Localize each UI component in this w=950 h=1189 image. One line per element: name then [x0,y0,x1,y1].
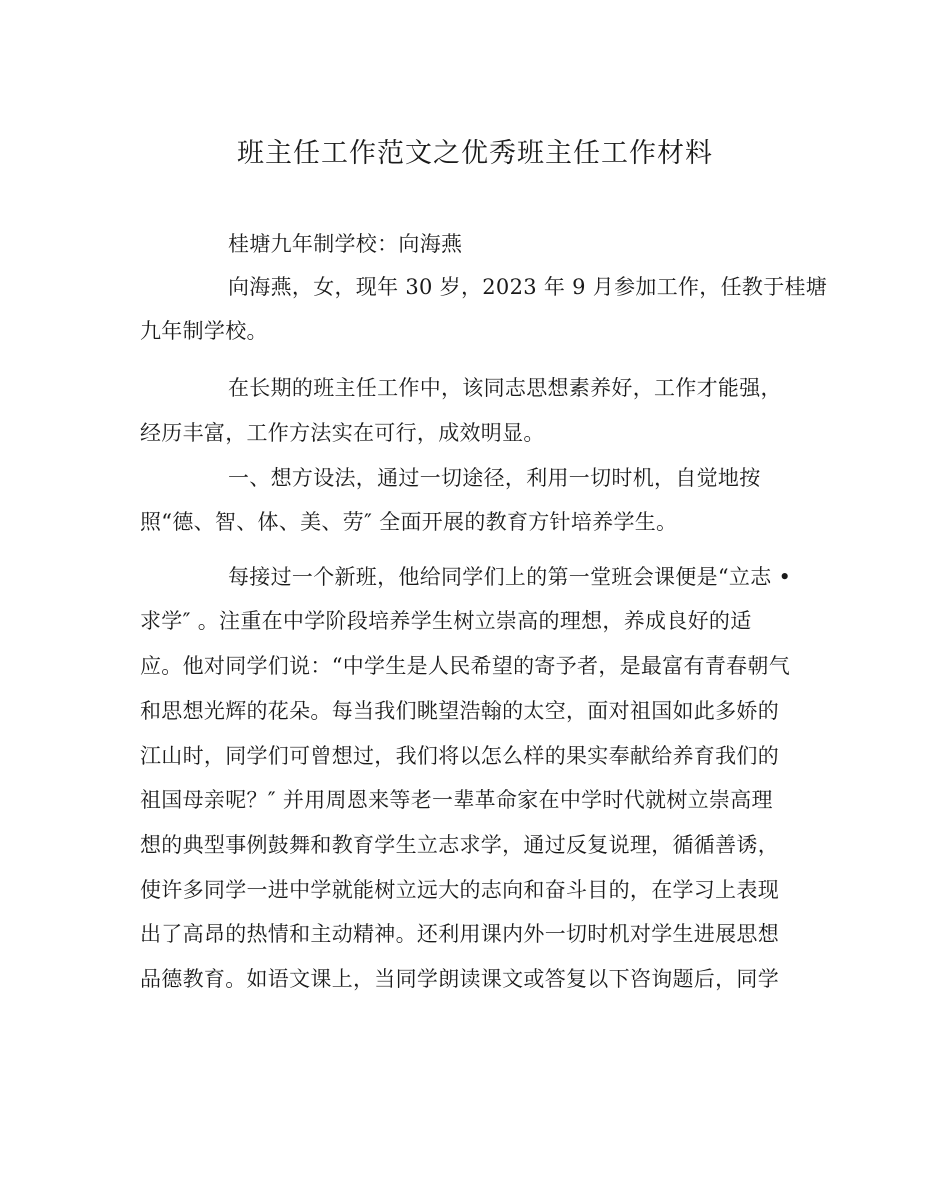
paragraph-line: 应。他对同学们说：“中学生是人民希望的寄予者，是最富有青春朝气 [140,654,791,678]
paragraph-line: 祖国母亲呢？″ 并用周恩来等老一辈革命家在中学时代就树立崇高理 [140,788,773,812]
author-line: 桂塘九年制学校：向海燕 [228,232,463,256]
paragraph-line: 每接过一个新班，他给同学们上的第一堂班会课便是“立志 • [228,565,792,589]
paragraph-line: 江山时，同学们可曾想过，我们将以怎么样的果实奉献给养育我们的 [140,744,779,768]
paragraph-line: 经历丰富，工作方法实在可行，成效明显。 [140,421,545,445]
section-heading-line: 照“德、智、体、美、劳″ 全面开展的教育方针培养学生。 [140,510,678,534]
paragraph-line: 和思想光辉的花朵。每当我们眺望浩翰的太空，面对祖国如此多娇的 [140,699,779,723]
paragraph-line: 九年制学校。 [140,319,268,343]
document-title: 班主任工作范文之优秀班主任工作材料 [237,138,713,169]
paragraph-line: 求学″ 。注重在中学阶段培养学生树立崇高的理想，养成良好的适 [140,609,752,633]
paragraph-line: 品德教育。如语文课上，当同学朗读课文或答复以下咨询题后，同学 [140,967,779,991]
paragraph-line: 在长期的班主任工作中，该同志思想素养好，工作才能强， [228,376,782,400]
paragraph-line: 想的典型事例鼓舞和教育学生立志求学，通过反复说理，循循善诱， [140,833,779,857]
paragraph-line: 向海燕，女，现年 30 岁，2023 年 9 月参加工作，任教于桂塘 [228,275,828,299]
paragraph-line: 出了高昂的热情和主动精神。还利用课内外一切时机对学生进展思想 [140,922,779,946]
paragraph-line: 使许多同学一进中学就能树立远大的志向和奋斗目的，在学习上表现 [140,878,779,902]
section-heading-line: 一、想方设法，通过一切途径，利用一切时机，自觉地按 [228,466,761,490]
